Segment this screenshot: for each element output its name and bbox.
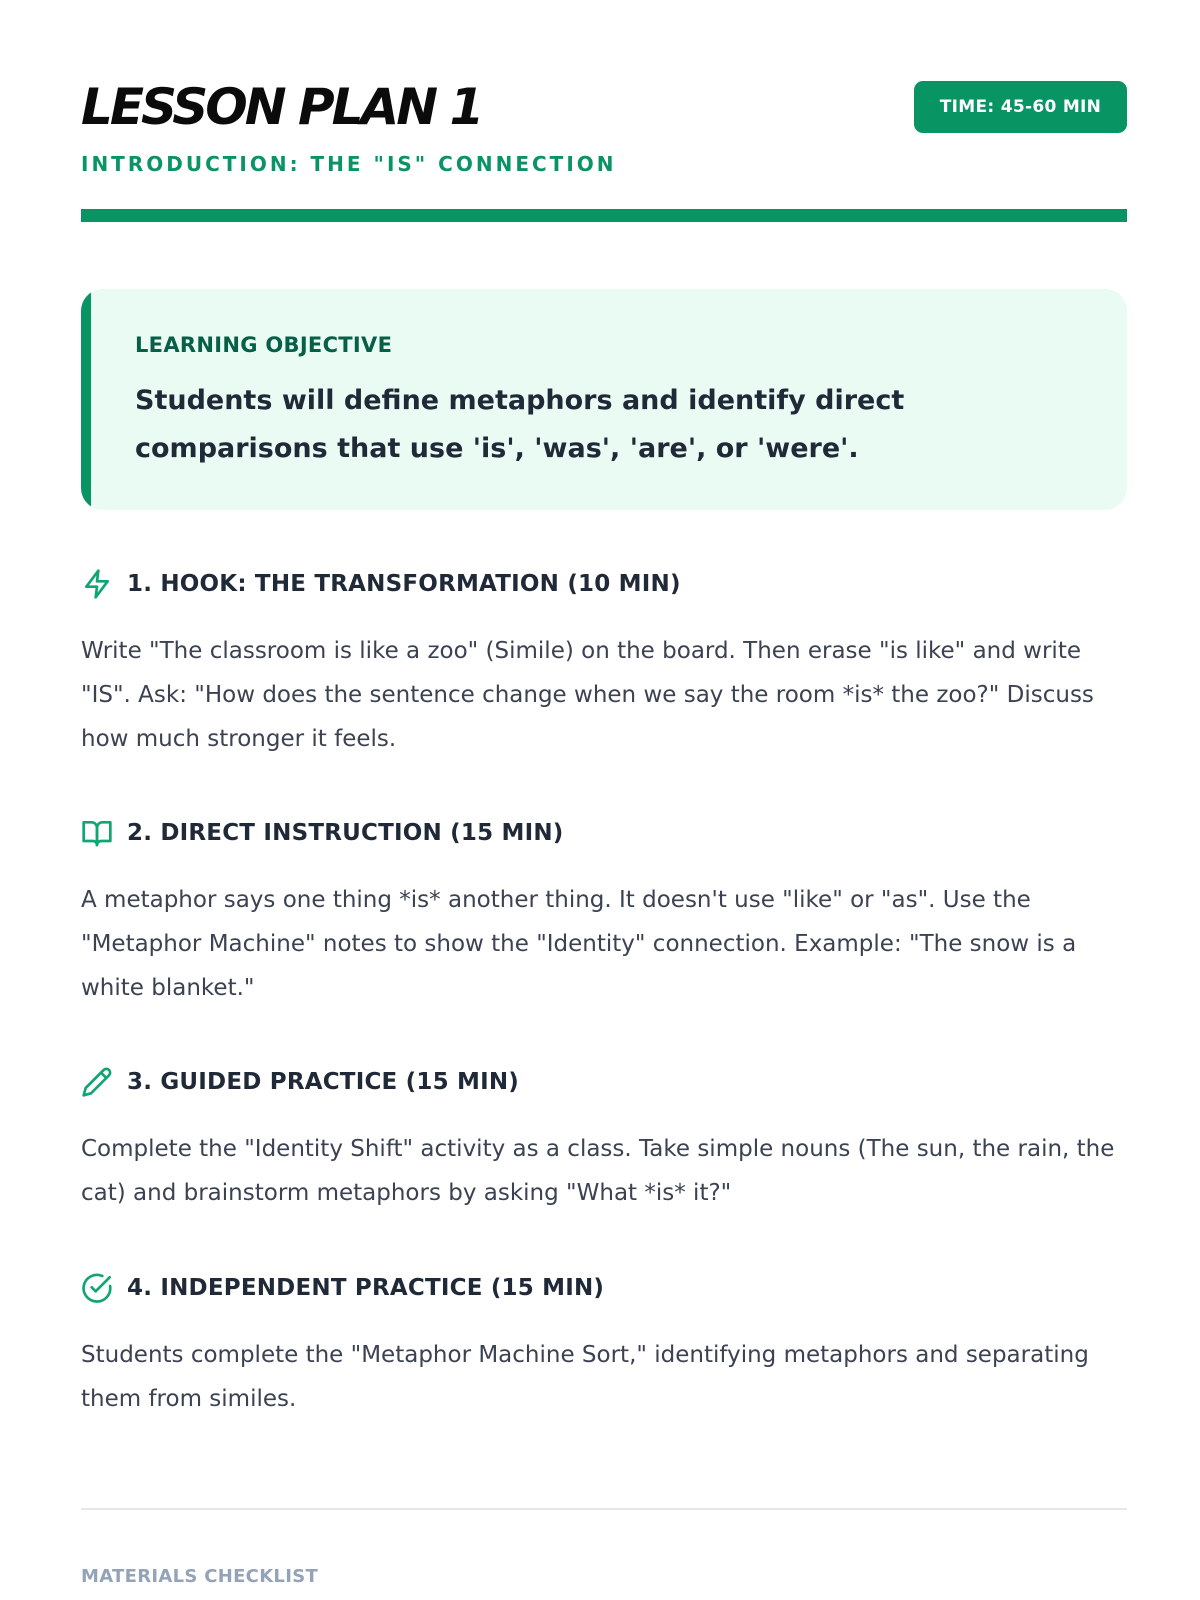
header [81, 0, 1127, 224]
time-badge: TIME: 45-60 MIN [914, 81, 1127, 133]
materials-checklist-label: MATERIALS CHECKLIST [81, 1566, 319, 1587]
header-divider [81, 209, 1127, 222]
objective-label: LEARNING OBJECTIVE [135, 333, 393, 357]
section-direct-instruction [81, 815, 1127, 1010]
objective-text: Students will define metaphors and identify direct comparisons that use 'is', 'was', 'are', or 'were'. [135, 385, 905, 464]
check-circle-icon [81, 1272, 113, 1304]
section-heading [81, 815, 1127, 851]
section-heading [81, 566, 1127, 602]
section-body: Complete the "Identity Shift" activity as a class. Take simple nouns (The sun, the rain, the cat) and brainstorm metaphors by asking "What *is* it?" [81, 1136, 1115, 1206]
lightning-icon [81, 568, 113, 600]
section-title: 1. HOOK: THE TRANSFORMATION (10 MIN) [127, 571, 681, 597]
section-body: A metaphor says one thing *is* another thing. It doesn't use "like" or "as". Use the "Metaphor Machine" notes to show the "Identity" connection. Example: "The snow is a white blanket." [81, 887, 1077, 1001]
learning-objective-card [81, 289, 1127, 510]
section-heading [81, 1064, 1127, 1100]
page-subtitle: INTRODUCTION: THE "IS" CONNECTION [81, 152, 617, 176]
section-title: 2. DIRECT INSTRUCTION (15 MIN) [127, 820, 564, 846]
pencil-icon [81, 1066, 113, 1098]
section-hook [81, 566, 1127, 761]
section-independent-practice [81, 1270, 1127, 1421]
section-heading [81, 1270, 1127, 1306]
page-title: LESSON PLAN 1 [81, 78, 482, 136]
footer-divider [81, 1508, 1127, 1510]
section-body: Write "The classroom is like a zoo" (Simile) on the board. Then erase "is like" and write "IS". Ask: "How does the sentence change when we say the room *is* the zoo?" Discuss how much stronger it feels. [81, 638, 1094, 752]
section-title: 3. GUIDED PRACTICE (15 MIN) [127, 1069, 519, 1095]
lesson-plan-page [81, 0, 1127, 1587]
book-icon [81, 817, 113, 849]
section-guided-practice [81, 1064, 1127, 1215]
section-title: 4. INDEPENDENT PRACTICE (15 MIN) [127, 1275, 605, 1301]
section-body: Students complete the "Metaphor Machine Sort," identifying metaphors and separating them from similes. [81, 1342, 1089, 1412]
